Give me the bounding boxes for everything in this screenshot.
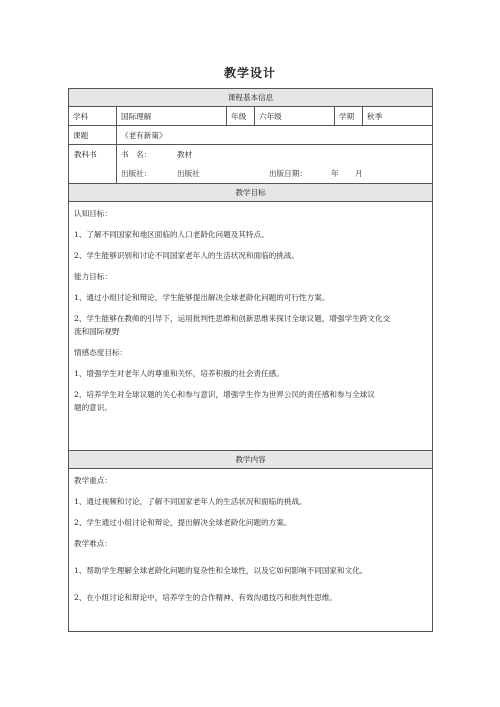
content-header: 教学内容: [69, 451, 433, 469]
year-label: 年: [331, 169, 339, 178]
publisher-value: 出版社: [177, 169, 200, 178]
objectives-body: [69, 202, 433, 451]
difficulty-2: 2、在小组讨论和辩论中，培养学生的合作精神、有效沟通技巧和批判性思维。: [74, 593, 338, 602]
pub-date-label: 出版日期：: [269, 169, 307, 178]
month-label: 月: [355, 169, 363, 178]
grade-value: 六年级: [255, 107, 335, 126]
difficulty-title: 教学难点：: [74, 539, 112, 548]
emotion-title: 情感态度目标：: [74, 348, 128, 357]
cognitive-item-2: 2、学生能够识别和讨论不同国家老年人的生活状况和面临的挑战。: [74, 251, 300, 260]
lesson-plan-table: [68, 88, 433, 632]
ability-item-2-line-2: 流和国际视野: [74, 327, 120, 336]
subject-label: 学科: [69, 107, 117, 126]
key-point-1: 1、通过视频和讨论，了解不同国家老年人的生活状况和面临的挑战。: [74, 497, 307, 506]
topic-value: 《老有新策》: [117, 126, 433, 145]
textbook-name-row: [117, 145, 433, 165]
term-label: 学期: [335, 107, 363, 126]
ability-item-1: 1、通过小组讨论和辩论，学生能够提出解决全球老龄化问题的可行性方案。: [74, 293, 330, 302]
textbook-publisher-row: [117, 164, 433, 184]
key-points-title: 教学重点：: [74, 476, 112, 485]
basic-info-header: 课程基本信息: [69, 89, 433, 107]
ability-title: 能力目标：: [74, 272, 112, 281]
topic-label: 课题: [69, 126, 117, 145]
book-name-label: 书 名：: [121, 150, 152, 159]
grade-label: 年级: [227, 107, 255, 126]
cognitive-item-1: 1、了解不同国家和地区面临的人口老龄化问题及其特点。: [74, 230, 269, 239]
emotion-item-1: 1、增强学生对老年人的尊重和关怀，培养积极的社会责任感。: [74, 369, 284, 378]
difficulty-1: 1、帮助学生理解全球老龄化问题的复杂性和全球性，以及它如何影响不同国家和文化。: [74, 566, 368, 575]
publisher-label: 出版社：: [121, 169, 152, 178]
document-title: 教学设计: [223, 66, 276, 80]
term-value: 秋季: [363, 107, 433, 126]
textbook-label: 教科书: [69, 145, 117, 184]
cognitive-title: 认知目标：: [74, 209, 112, 218]
content-body: [69, 469, 433, 632]
subject-value: 国际理解: [117, 107, 227, 126]
key-point-2: 2、学生通过小组讨论和辩论，提出解决全球老龄化问题的方案。: [74, 518, 292, 527]
objectives-header: 教学目标: [69, 184, 433, 202]
emotion-item-2-line-1: 2、培养学生对全球议题的关心和参与意识，增强学生作为世界公民的责任感和参与全球议: [74, 390, 375, 399]
book-name-value: 教材: [177, 150, 193, 159]
ability-item-2-line-1: 2、学生能够在教师的引导下，运用批判性思维和创新思维来探讨全球议题，增强学生跨文化交: [74, 314, 391, 323]
emotion-item-2-line-2: 题的意识。: [74, 403, 112, 412]
